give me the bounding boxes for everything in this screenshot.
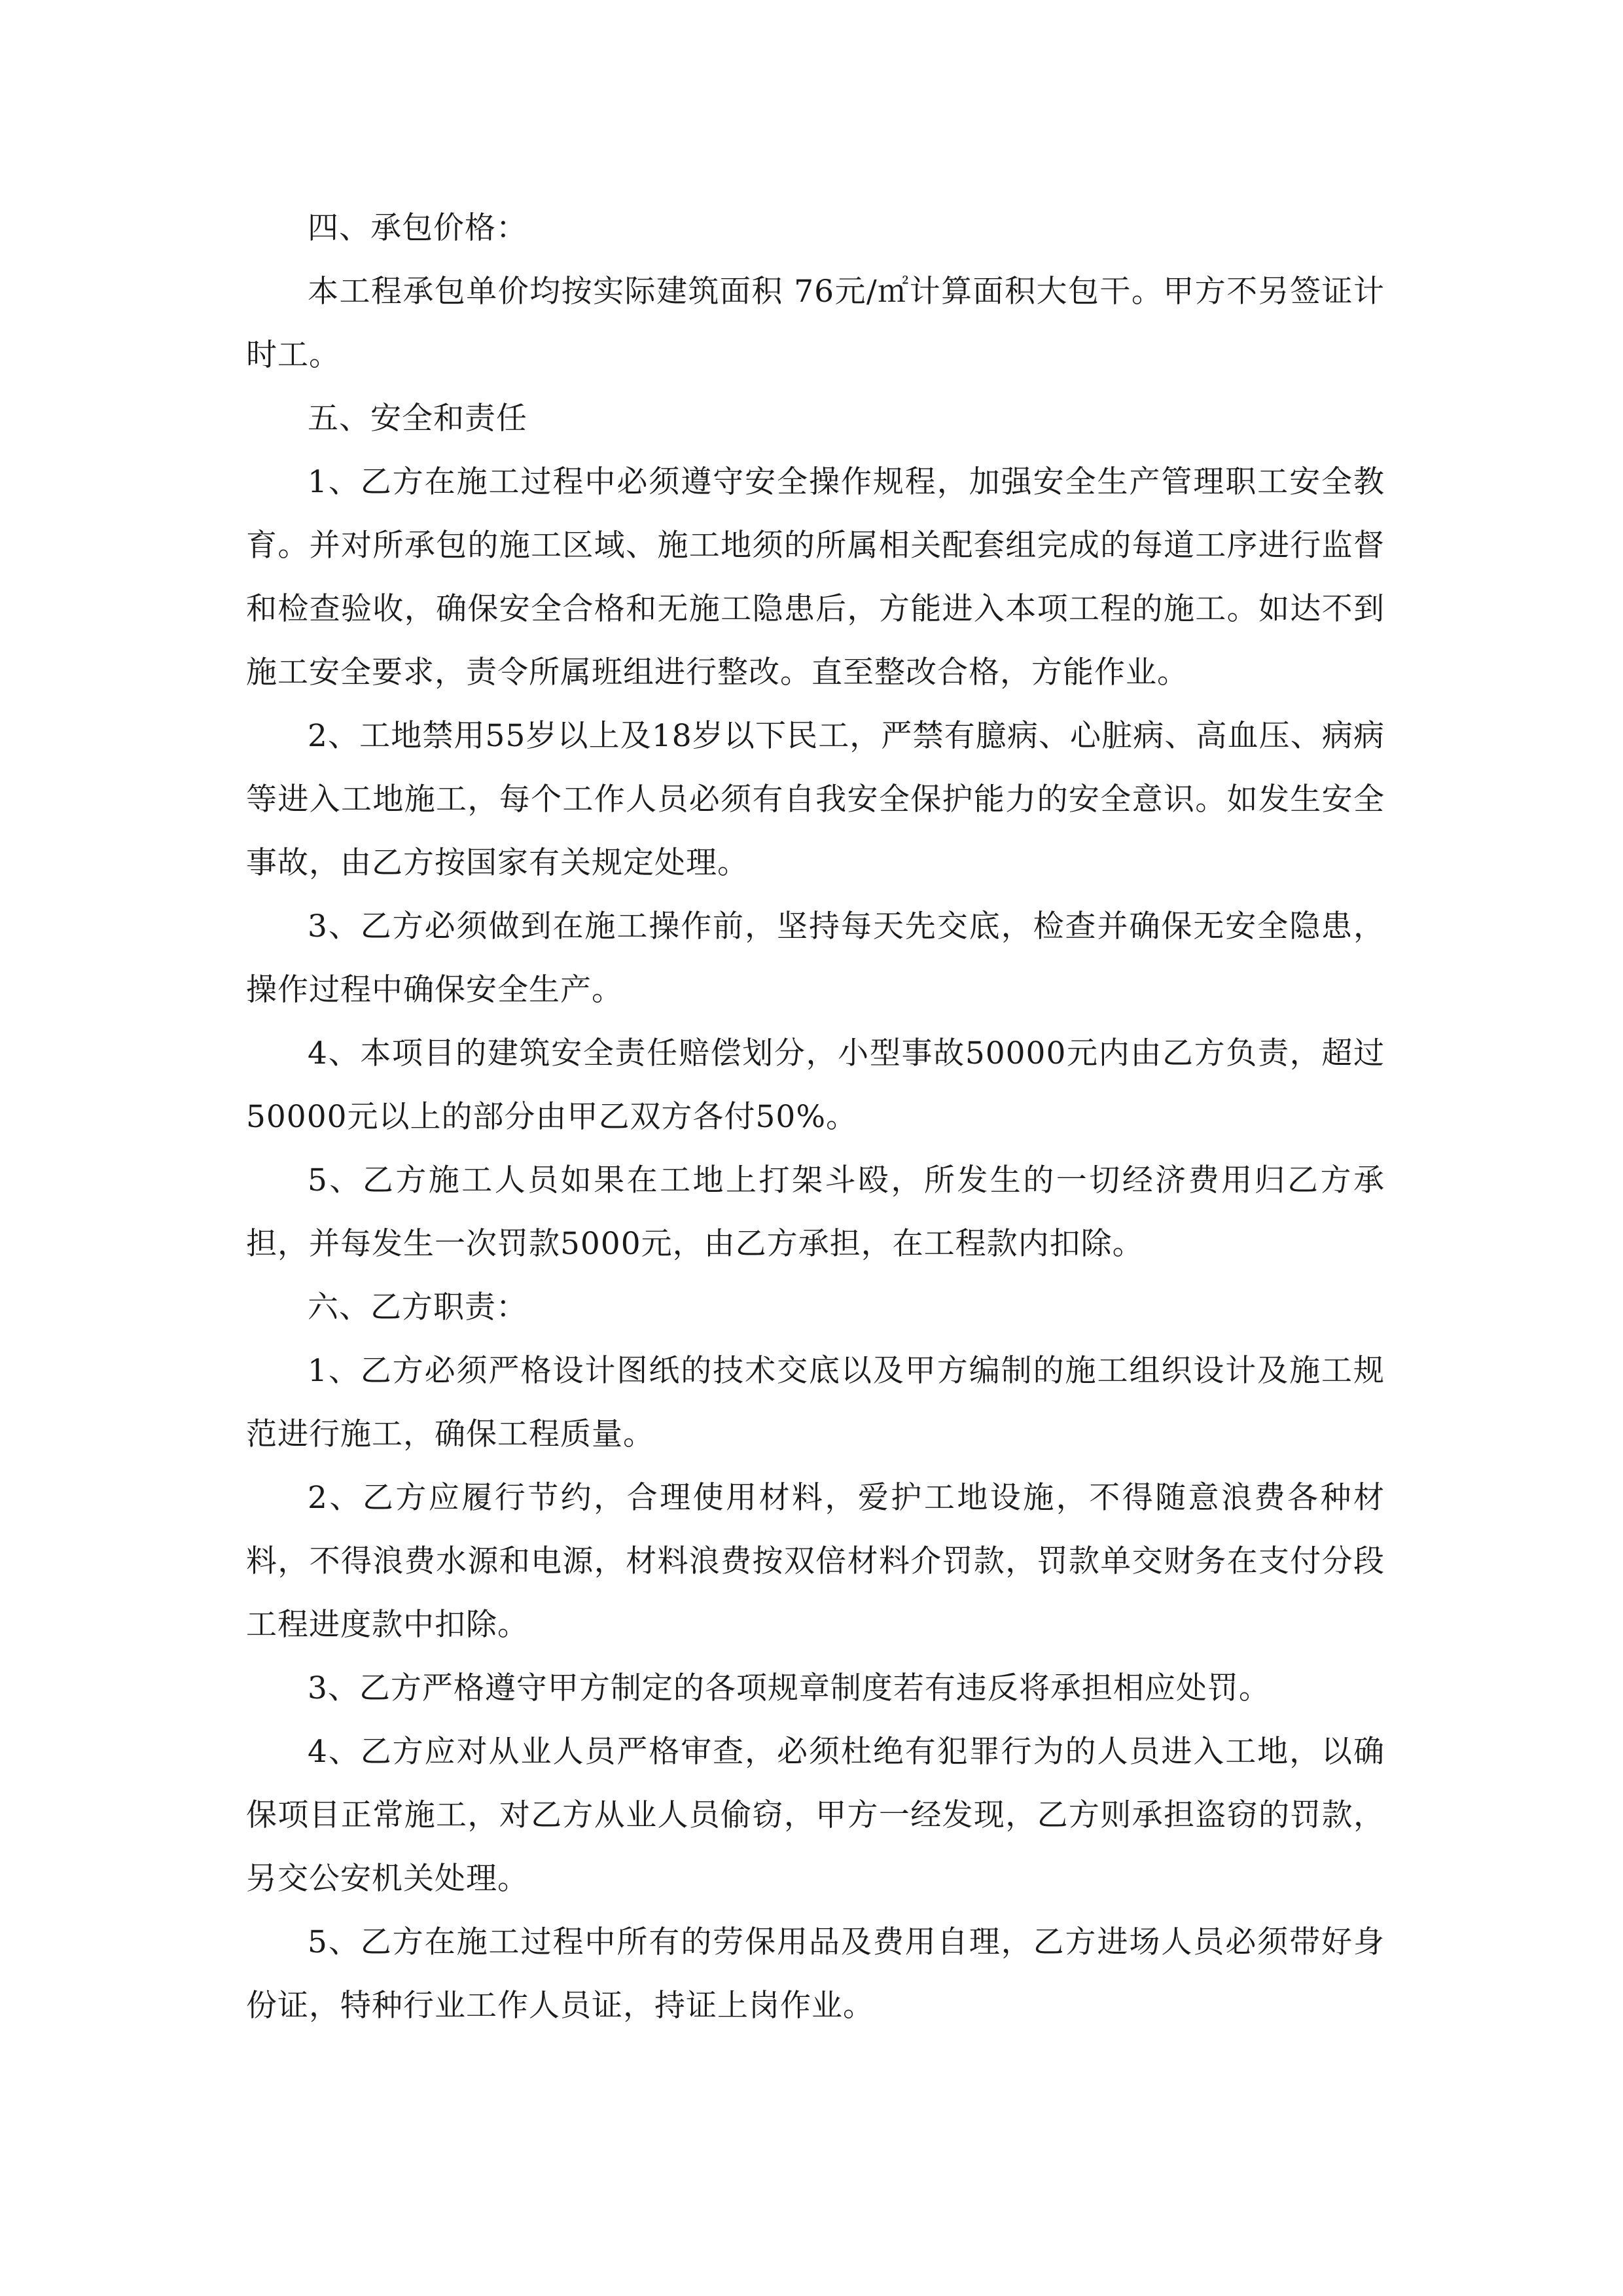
paragraph-safety-2: 2、工地禁用55岁以上及18岁以下民工，严禁有臆病、心脏病、高血压、病病等进入工地施工，每个工作人员必须有自我安全保护能力的安全意识。如发生安全事故，由乙方按国家有关规定处理。 — [246, 718, 1385, 881]
paragraph-duties-2: 2、乙方应履行节约，合理使用材料，爱护工地设施，不得随意浪费各种材料，不得浪费水源和电源，材料浪费按双倍材料介罚款，罚款单交财务在支付分段工程进度款中扣除。 — [246, 1480, 1385, 1643]
paragraph-safety-4: 4、本项目的建筑安全责任赔偿划分，小型事故50000元内由乙方负责，超过50000元以上的部分由甲乙双方各付50%。 — [246, 1035, 1385, 1135]
paragraph-duties-1: 1、乙方必须严格设计图纸的技术交底以及甲方编制的施工组织设计及施工规范进行施工，确保工程质量。 — [246, 1353, 1385, 1452]
section-heading-price: 四、承包价格： — [308, 210, 527, 246]
paragraph-duties-3: 3、乙方严格遵守甲方制定的各项规章制度若有违反将承担相应处罚。 — [308, 1670, 1270, 1706]
paragraph-safety-5: 5、乙方施工人员如果在工地上打架斗殴，所发生的一切经济费用归乙方承担，并每发生一次罚款5000元，由乙方承担，在工程款内扣除。 — [246, 1162, 1385, 1262]
paragraph-duties-4: 4、乙方应对从业人员严格审查，必须杜绝有犯罪行为的人员进入工地，以确保项目正常施工，对乙方从业人员偷窃，甲方一经发现，乙方则承担盗窃的罚款，另交公安机关处理。 — [246, 1734, 1385, 1897]
section-heading-duties: 六、乙方职责： — [308, 1289, 527, 1325]
document-body — [246, 196, 1385, 2037]
paragraph-safety-1: 1、乙方在施工过程中必须遵守安全操作规程，加强安全生产管理职工安全教育。并对所承包的施工区域、施工地须的所属相关配套组完成的每道工序进行监督和检查验收，确保安全合格和无施工隐患后，方能进入本项工程的施工。如达不到施工安全要求，责令所属班组进行整改。直至整改合格，方能作业。 — [246, 464, 1385, 691]
paragraph-safety-3: 3、乙方必须做到在施工操作前，坚持每天先交底，检查并确保无安全隐患，操作过程中确保安全生产。 — [246, 908, 1385, 1008]
paragraph-price-terms: 本工程承包单价均按实际建筑面积 76元/㎡计算面积大包干。甲方不另签证计时工。 — [246, 274, 1385, 373]
paragraph-duties-5: 5、乙方在施工过程中所有的劳保用品及费用自理，乙方进场人员必须带好身份证，特种行业工作人员证，持证上岗作业。 — [246, 1924, 1385, 2024]
section-heading-safety: 五、安全和责任 — [308, 401, 527, 437]
